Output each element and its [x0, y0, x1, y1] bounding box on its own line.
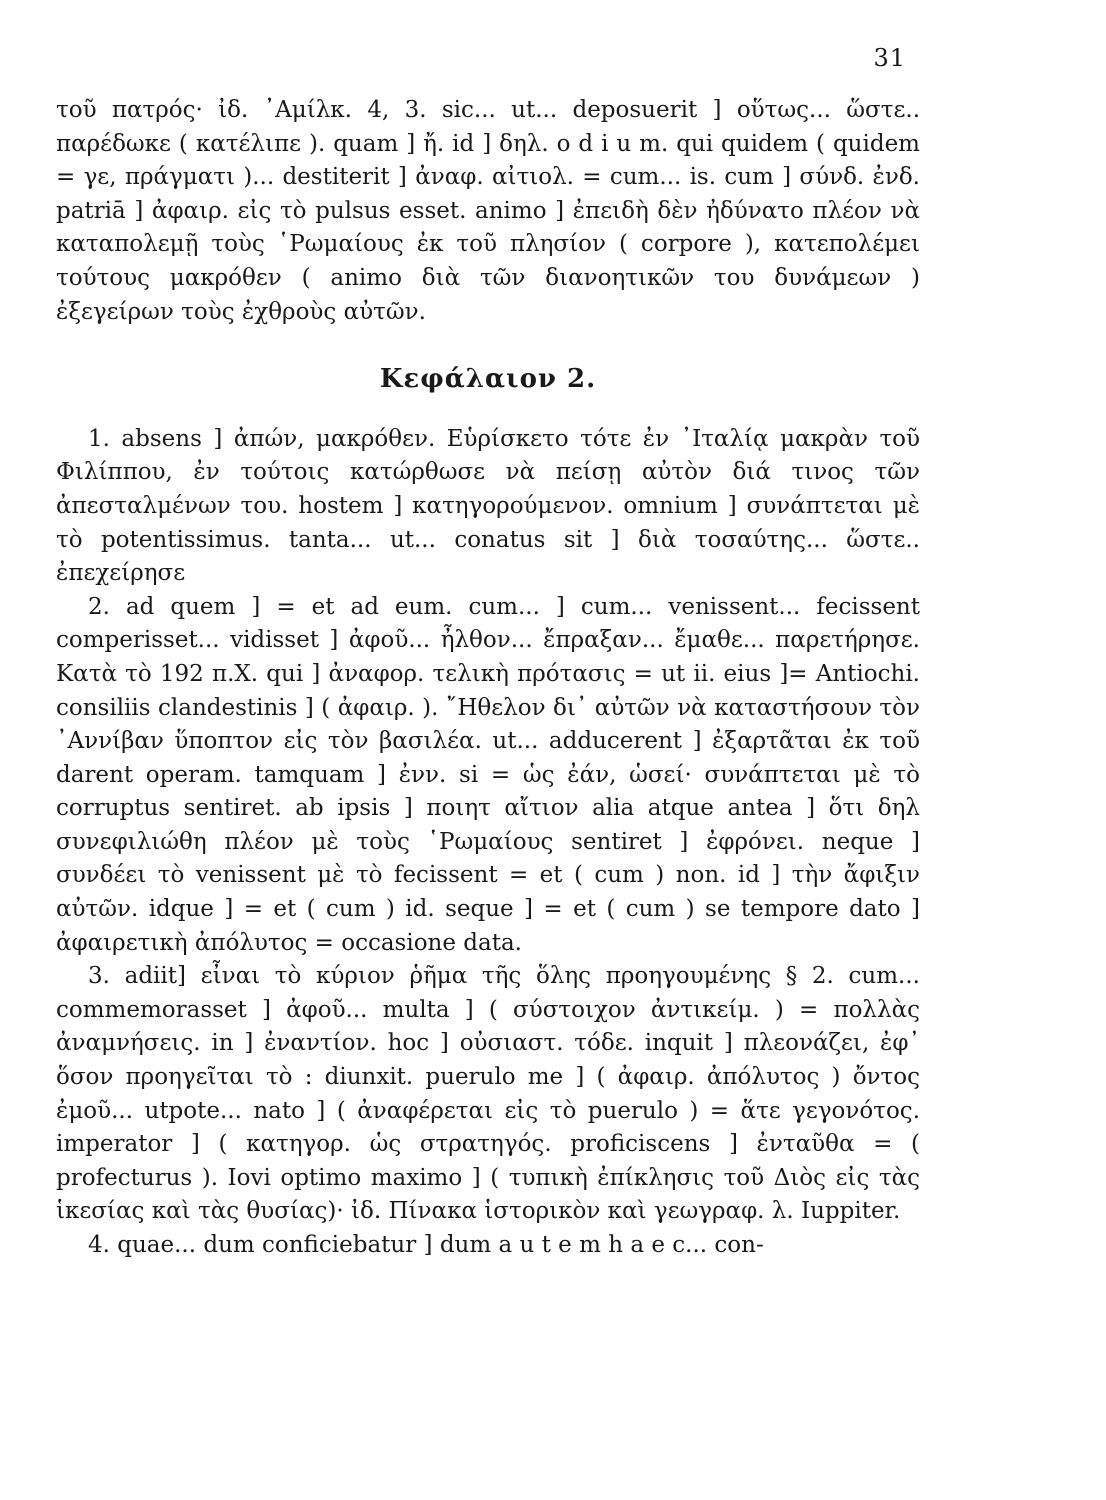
- paragraph: 4. quae... dum conficiebatur ] dum a u t e m h a e c... con-: [88, 1232, 764, 1258]
- chapter-heading: Κεφάλαιον 2.: [379, 364, 597, 395]
- paragraph: 1. absens ] ἀπών, μακρόθεν. Εὑρίσκετο τότε ἐν ᾿Ιταλίᾳ μακρὰν τοῦ Φιλίππου, ἐν τούτοις κατώρθωσε νὰ πείσῃ αὐτὸν διά τινος τῶν ἀπεσταλμένων του. hostem ] κατηγορούμενον. omnium ] συνάπτεται μὲ τὸ potentissimus. tanta... ut... conatus sit ] διὰ τοσαύτης... ὥστε.. ἐπεχείρησε: [56, 425, 920, 587]
- page-number: 31: [873, 44, 906, 72]
- paragraph: 3. adiit] εἶναι τὸ κύριον ῥῆμα τῆς ὅλης προηγουμένης § 2. cum... commemorasset ] ἀφοῦ... multa ] ( σύστοιχον ἀντικείμ. ) = πολλὰς ἀναμνήσεις. in ] ἐναντίον. hoc ] οὐσιαστ. τόδε. inquit ] πλεονάζει, ἐφ᾿ ὅσον προηγεῖται τὸ : diunxit. puerulo me ] ( ἀφαιρ. ἀπόλυτος ) ὄντος ἐμοῦ... utpote... nato ] ( ἀναφέρεται εἰς τὸ puerulo ) = ἅτε γεγονότος. imperator ] ( κατηγορ. ὡς στρατηγός. proficiscens ] ἐνταῦθα = ( profecturus ). Iovi optimo maximo ] ( τυπικὴ ἐπίκλησις τοῦ Διὸς εἰς τὰς ἱκεσίας καὶ τὰς θυσίας)· ἰδ. Πίνακα ἱστορικὸν καὶ γεωγραφ. λ. Iuppiter.: [56, 963, 920, 1225]
- paragraph: 2. ad quem ] = et ad eum. cum... ] cum... venissent... fecissent comperisset... vidisset ] ἀφοῦ... ἦλθον... ἔπραξαν... ἔμαθε... παρετήρησε. Κατὰ τὸ 192 π.Χ. qui ] ἀναφορ. τελικὴ πρότασις = ut ii. eius ]= Antiochi. consiliis clandestinis ] ( ἀφαιρ. ). ῎Ηθελον δι᾿ αὐτῶν νὰ καταστήσουν τὸν ᾿Αννίβαν ὕποπτον εἰς τὸν βασιλέα. ut... adducerent ] ἐξαρτᾶται ἐκ τοῦ darent operam. tamquam ] ἐνν. si = ὡς ἐάν, ὡσεί· συνάπτεται μὲ τὸ corruptus sentiret. ab ipsis ] ποιητ αἴτιον alia atque antea ] ὅτι δηλ συνεφιλιώθη πλέον μὲ τοὺς ῾Ρωμαίους sentiret ] ἐφρόνει. neque ] συνδέει τὸ venissent μὲ τὸ fecissent = et ( cum ) non. id ] τὴν ἄφιξιν αὐτῶν. idque ] = et ( cum ) id. seque ] = et ( cum ) se tempore dato ] ἀφαιρετικὴ ἀπόλυτος = occasione data.: [56, 593, 920, 956]
- paragraph: τοῦ πατρός· ἰδ. ᾿Αμίλκ. 4, 3. sic... ut... deposuerit ] οὕτως... ὥστε.. παρέδωκε ( κατέλιπε ). quam ] ἤ. id ] δηλ. o d i u m. qui quidem ( quidem = γε, πράγματι )... destiterit ] ἀναφ. αἰτιολ. = cum... is. cum ] σύνδ. ἐνδ. patriā ] ἀφαιρ. εἰς τὸ pulsus esset. animo ] ἐπειδὴ δὲν ἠδύνατο πλέον νὰ καταπολεμῇ τοὺς ῾Ρωμαίους ἐκ τοῦ πλησίον ( corpore ), κατεπολέμει τούτους μακρόθεν ( animo διὰ τῶν διανοητικῶν του δυνάμεων ) ἐξεγείρων τοὺς ἐχθροὺς αὐτῶν.: [56, 97, 920, 325]
- body-text: [56, 94, 920, 1263]
